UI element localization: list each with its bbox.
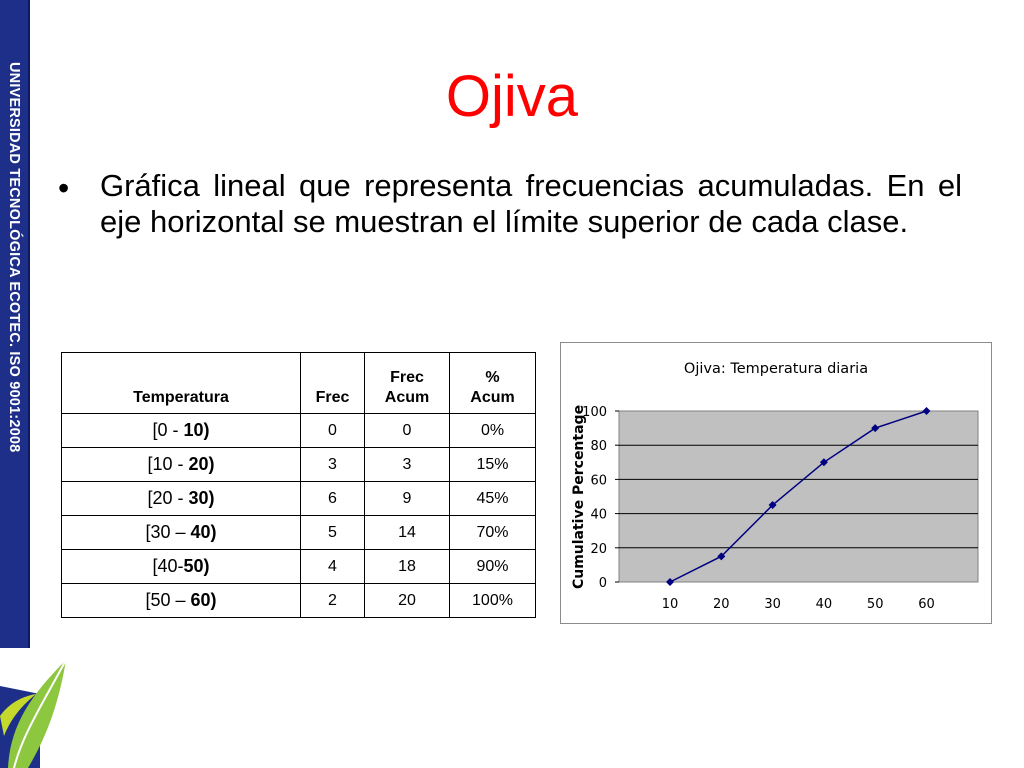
bullet-marker: • xyxy=(58,170,70,206)
cell-acum: 9 xyxy=(365,482,450,516)
class-upper-bound: 20) xyxy=(188,454,215,474)
header-pct-acum-line2: Acum xyxy=(470,389,515,406)
x-tick-labels xyxy=(662,597,935,612)
chart-svg xyxy=(561,343,991,623)
class-upper-bound: 50) xyxy=(183,556,210,576)
cell-pct: 15% xyxy=(450,448,536,482)
header-frec: Frec xyxy=(301,353,365,414)
table-header-row xyxy=(62,353,536,414)
leaf-logo xyxy=(0,656,72,768)
y-tick-labels xyxy=(582,405,619,591)
cell-frec: 2 xyxy=(301,584,365,618)
x-tick-label: 50 xyxy=(866,597,884,612)
cell-acum: 20 xyxy=(365,584,450,618)
table-row xyxy=(62,516,536,550)
cell-acum: 3 xyxy=(365,448,450,482)
class-upper-bound: 10) xyxy=(183,420,210,440)
header-frec-acum-line1: Frec xyxy=(390,369,424,386)
class-lower-bound: [0 - xyxy=(152,420,184,440)
cell-pct: 45% xyxy=(450,482,536,516)
frequency-table xyxy=(61,352,536,618)
table-row xyxy=(62,550,536,584)
class-lower-bound: [30 – xyxy=(145,522,191,542)
sidebar-banner xyxy=(0,0,30,648)
y-tick-label: 0 xyxy=(598,576,607,591)
class-lower-bound: [10 - xyxy=(147,454,189,474)
y-tick-label: 100 xyxy=(582,405,607,420)
cell-frec: 6 xyxy=(301,482,365,516)
cell-class xyxy=(62,482,301,516)
cell-acum: 18 xyxy=(365,550,450,584)
x-tick-label: 30 xyxy=(764,597,781,612)
y-tick-label: 80 xyxy=(590,439,607,455)
class-lower-bound: [50 – xyxy=(145,590,191,610)
table-row xyxy=(62,448,536,482)
y-tick-label: 20 xyxy=(590,541,607,557)
ogive-chart xyxy=(560,342,992,624)
cell-frec: 0 xyxy=(301,414,365,448)
cell-frec: 5 xyxy=(301,516,365,550)
x-tick-label: 20 xyxy=(713,597,730,612)
header-pct-acum-line1: % xyxy=(485,369,500,386)
plot-area xyxy=(619,411,978,582)
cell-acum: 14 xyxy=(365,516,450,550)
header-pct-acum xyxy=(450,353,536,414)
cell-class xyxy=(62,448,301,482)
class-lower-bound: [40- xyxy=(152,556,184,576)
y-tick-label: 60 xyxy=(590,473,607,489)
cell-class xyxy=(62,414,301,448)
x-tick-label: 40 xyxy=(815,597,833,612)
cell-frec: 4 xyxy=(301,550,365,584)
cell-pct: 70% xyxy=(450,516,536,550)
x-tick-label: 60 xyxy=(918,597,935,612)
header-frec-acum-line2: Acum xyxy=(384,389,430,406)
class-upper-bound: 60) xyxy=(190,590,217,610)
cell-pct: 100% xyxy=(450,584,536,618)
cell-frec: 3 xyxy=(301,448,365,482)
cell-class xyxy=(62,550,301,584)
header-frec-acum xyxy=(365,353,450,414)
table-row xyxy=(62,584,536,618)
chart-title: Ojiva: Temperatura diaria xyxy=(683,361,869,377)
class-upper-bound: 30) xyxy=(188,488,215,508)
cell-class xyxy=(62,516,301,550)
bullet-text: Gráfica lineal que representa frecuencias acumuladas. En el eje horizontal se muestran el límite superior de cada clase. xyxy=(100,168,962,239)
cell-class xyxy=(62,584,301,618)
cell-pct: 0% xyxy=(450,414,536,448)
slide-title: Ojiva xyxy=(445,64,579,129)
class-lower-bound: [20 - xyxy=(147,488,189,508)
table-row xyxy=(62,414,536,448)
university-name: UNIVERSIDAD TECNOLÓGICA ECOTEC. ISO 9001:2008 xyxy=(6,62,22,453)
class-upper-bound: 40) xyxy=(190,522,217,542)
cell-acum: 0 xyxy=(365,414,450,448)
x-tick-label: 10 xyxy=(661,597,679,612)
table-row xyxy=(62,482,536,516)
y-axis-label: Cumulative Percentage xyxy=(571,404,587,590)
y-tick-label: 40 xyxy=(590,507,607,523)
cell-pct: 90% xyxy=(450,550,536,584)
header-temperatura: Temperatura xyxy=(62,353,301,414)
